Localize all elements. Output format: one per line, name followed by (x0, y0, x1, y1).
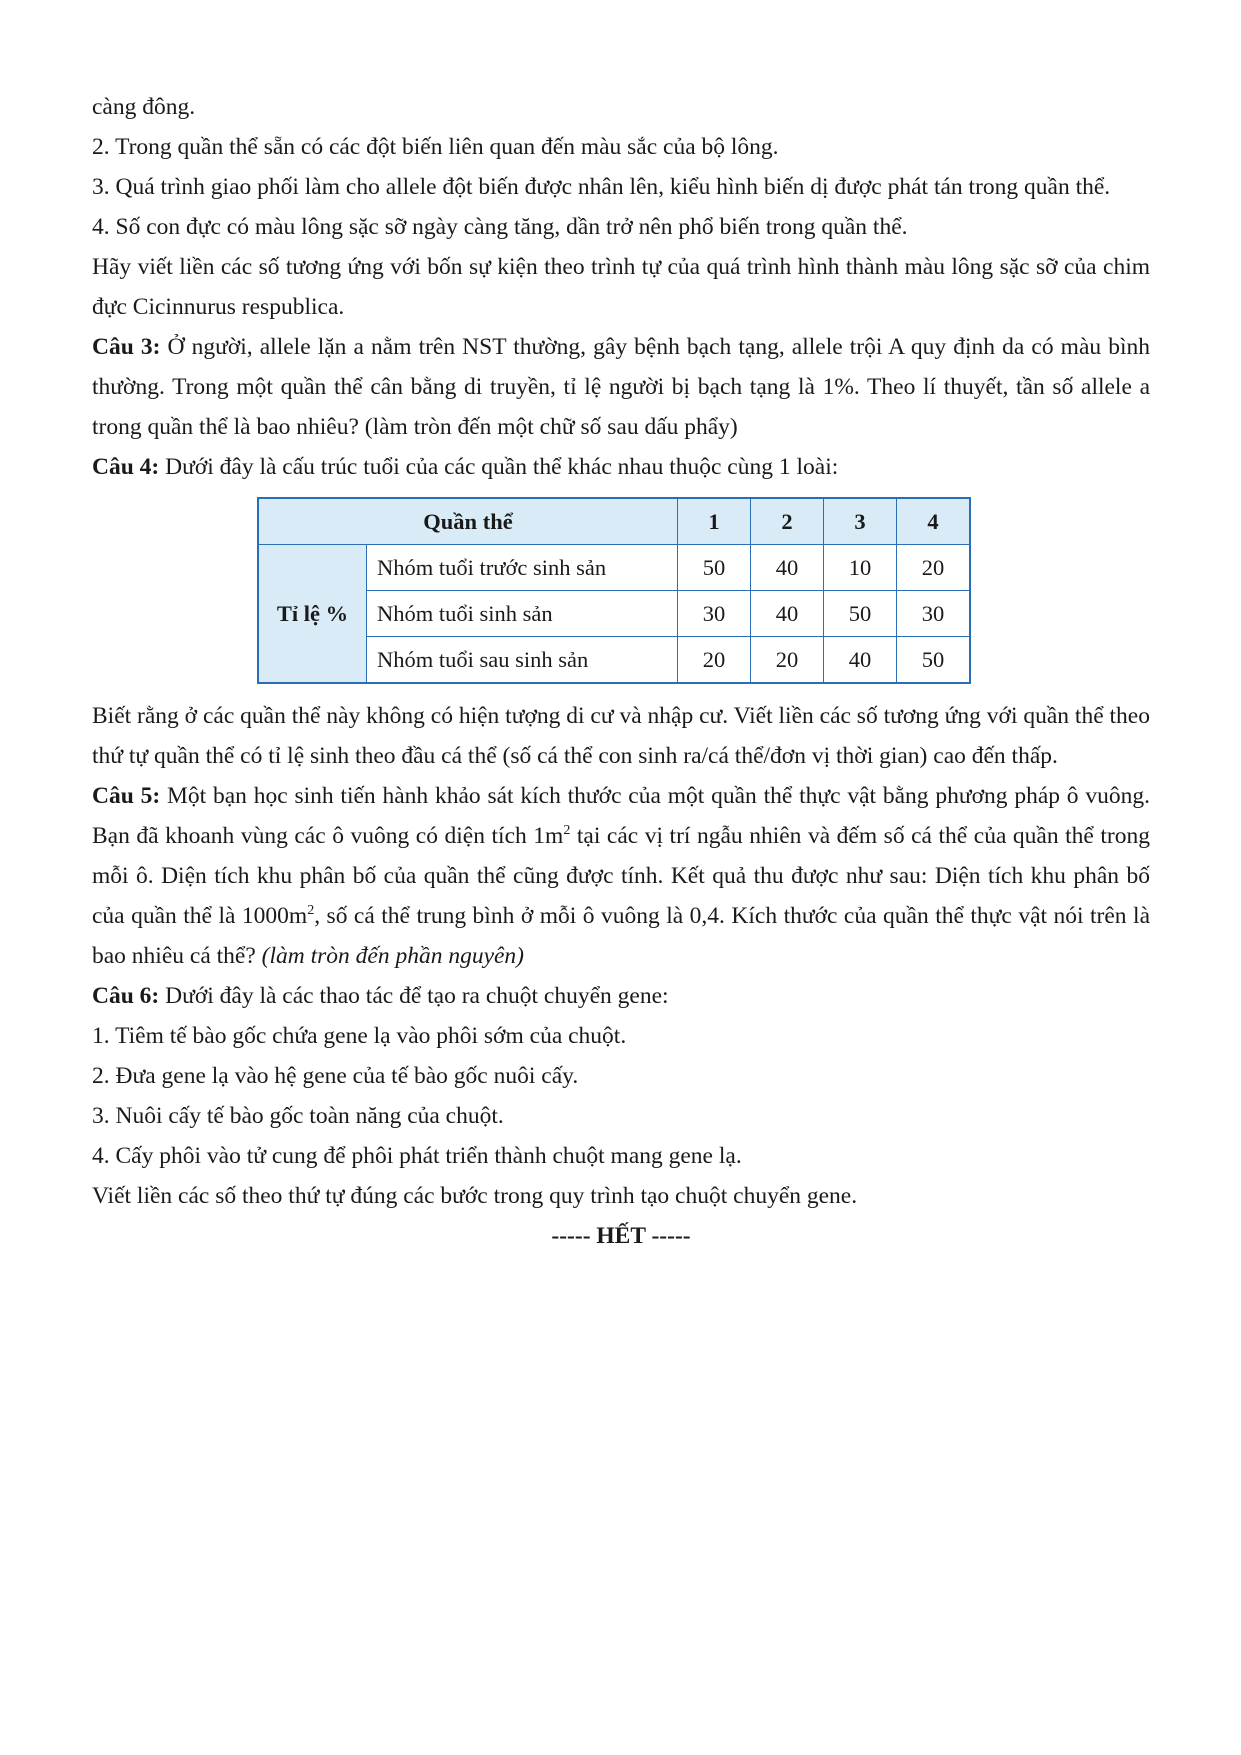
age-structure-table (257, 497, 971, 684)
superscript: 2 (563, 823, 571, 839)
question-5-text-a: Một bạn học sinh tiến hành khảo sát kích thước của một quần thể thực vật bằng phương pháp ô vuông. Bạn đã khoanh vùng các ô vuông có diện tích 1m (92, 783, 1150, 849)
table-row (258, 545, 970, 591)
question-4-text: Dưới đây là cấu trúc tuổi của các quần thể khác nhau thuộc cùng 1 loài: (159, 454, 839, 480)
question-4-label: Câu 4: (92, 454, 160, 480)
question-6-instruction: Viết liền các số theo thứ tự đúng các bước trong quy trình tạo chuột chuyển gene. (92, 1183, 858, 1209)
question-5-label: Câu 5: (92, 783, 161, 809)
table-cell-label: Nhóm tuổi sinh sản (367, 591, 678, 637)
table-cell: 20 (751, 637, 824, 684)
table-cell: 20 (897, 545, 971, 591)
table-cell: 50 (678, 545, 751, 591)
event-4: 4. Số con đực có màu lông sặc sỡ ngày càng tăng, dần trở nên phổ biến trong quần thể. (92, 214, 908, 240)
table-cell: 50 (824, 591, 897, 637)
question-5 (92, 776, 1150, 976)
table-cell-label: Nhóm tuổi trước sinh sản (367, 545, 678, 591)
q2-instruction: Hãy viết liền các số tương ứng với bốn sự kiện theo trình tự của quá trình hình thành màu lông sặc sỡ của chim đực Cicinnurus respublica. (92, 254, 1150, 320)
question-3 (92, 327, 1150, 447)
superscript: 2 (307, 903, 315, 919)
table-cell: 30 (897, 591, 971, 637)
table-cell: 40 (751, 545, 824, 591)
event-3: 3. Quá trình giao phối làm cho allele đột biến được nhân lên, kiểu hình biến dị được phát tán trong quần thể. (92, 174, 1111, 200)
question-5-text-b: tại các vị trí ngẫu nhiên và đếm số cá thể của quần thể trong mỗi ô. Diện tích khu phân bố của quần thể cũng được tính. Kết quả thu được như sau: Diện tích khu phân bố của quần thể là 1000m (92, 823, 1150, 929)
end-mark: ----- HẾT ----- (551, 1223, 691, 1249)
table-header-cell: 3 (824, 498, 897, 545)
table-header-cell: Quần thể (258, 498, 678, 545)
question-6-text: Dưới đây là các thao tác để tạo ra chuột chuyển gene: (159, 983, 669, 1009)
table-cell: 50 (897, 637, 971, 684)
question-5-text-c: , số cá thể trung bình ở mỗi ô vuông là 0,4. Kích thước của quần thể thực vật nói trên là bao nhiêu cá thể? (92, 903, 1150, 969)
question-3-text: Ở người, allele lặn a nằm trên NST thường, gây bệnh bạch tạng, allele trội A quy định da có màu bình thường. Trong một quần thể cân bằng di truyền, tỉ lệ người bị bạch tạng là 1%. Theo lí thuyết, tần số allele a trong quần thể là bao nhiêu? (làm tròn đến một chữ số sau dấu phẩy) (92, 334, 1150, 440)
table-header-cell: 1 (678, 498, 751, 545)
step-2: 2. Đưa gene lạ vào hệ gene của tế bào gốc nuôi cấy. (92, 1063, 579, 1089)
row-group-label: Tỉ lệ % (258, 545, 367, 684)
table-cell: 40 (824, 637, 897, 684)
table-cell: 10 (824, 545, 897, 591)
question-6 (92, 976, 1150, 1016)
table-cell: 30 (678, 591, 751, 637)
table-header-cell: 4 (897, 498, 971, 545)
table-cell-label: Nhóm tuổi sau sinh sản (367, 637, 678, 684)
question-4 (92, 447, 1150, 487)
event-2: 2. Trong quần thể sẵn có các đột biến liên quan đến màu sắc của bộ lông. (92, 134, 779, 160)
table-header-cell: 2 (751, 498, 824, 545)
step-1: 1. Tiêm tế bào gốc chứa gene lạ vào phôi sớm của chuột. (92, 1023, 627, 1049)
question-5-note: (làm tròn đến phần nguyên) (261, 943, 525, 969)
question-3-label: Câu 3: (92, 334, 161, 360)
document-body (92, 87, 1150, 1256)
question-4-after: Biết rằng ở các quần thể này không có hiện tượng di cư và nhập cư. Viết liền các số tương ứng với quần thể theo thứ tự quần thể có tỉ lệ sinh theo đầu cá thể (số cá thể con sinh ra/cá thể/đơn vị thời gian) cao đến thấp. (92, 703, 1150, 769)
table-header-row (258, 498, 970, 545)
table-cell: 20 (678, 637, 751, 684)
step-3: 3. Nuôi cấy tế bào gốc toàn năng của chuột. (92, 1103, 504, 1129)
question-6-label: Câu 6: (92, 983, 160, 1009)
step-4: 4. Cấy phôi vào tử cung để phôi phát triển thành chuột mang gene lạ. (92, 1143, 742, 1169)
table-cell: 40 (751, 591, 824, 637)
text-line: càng đông. (92, 94, 196, 120)
